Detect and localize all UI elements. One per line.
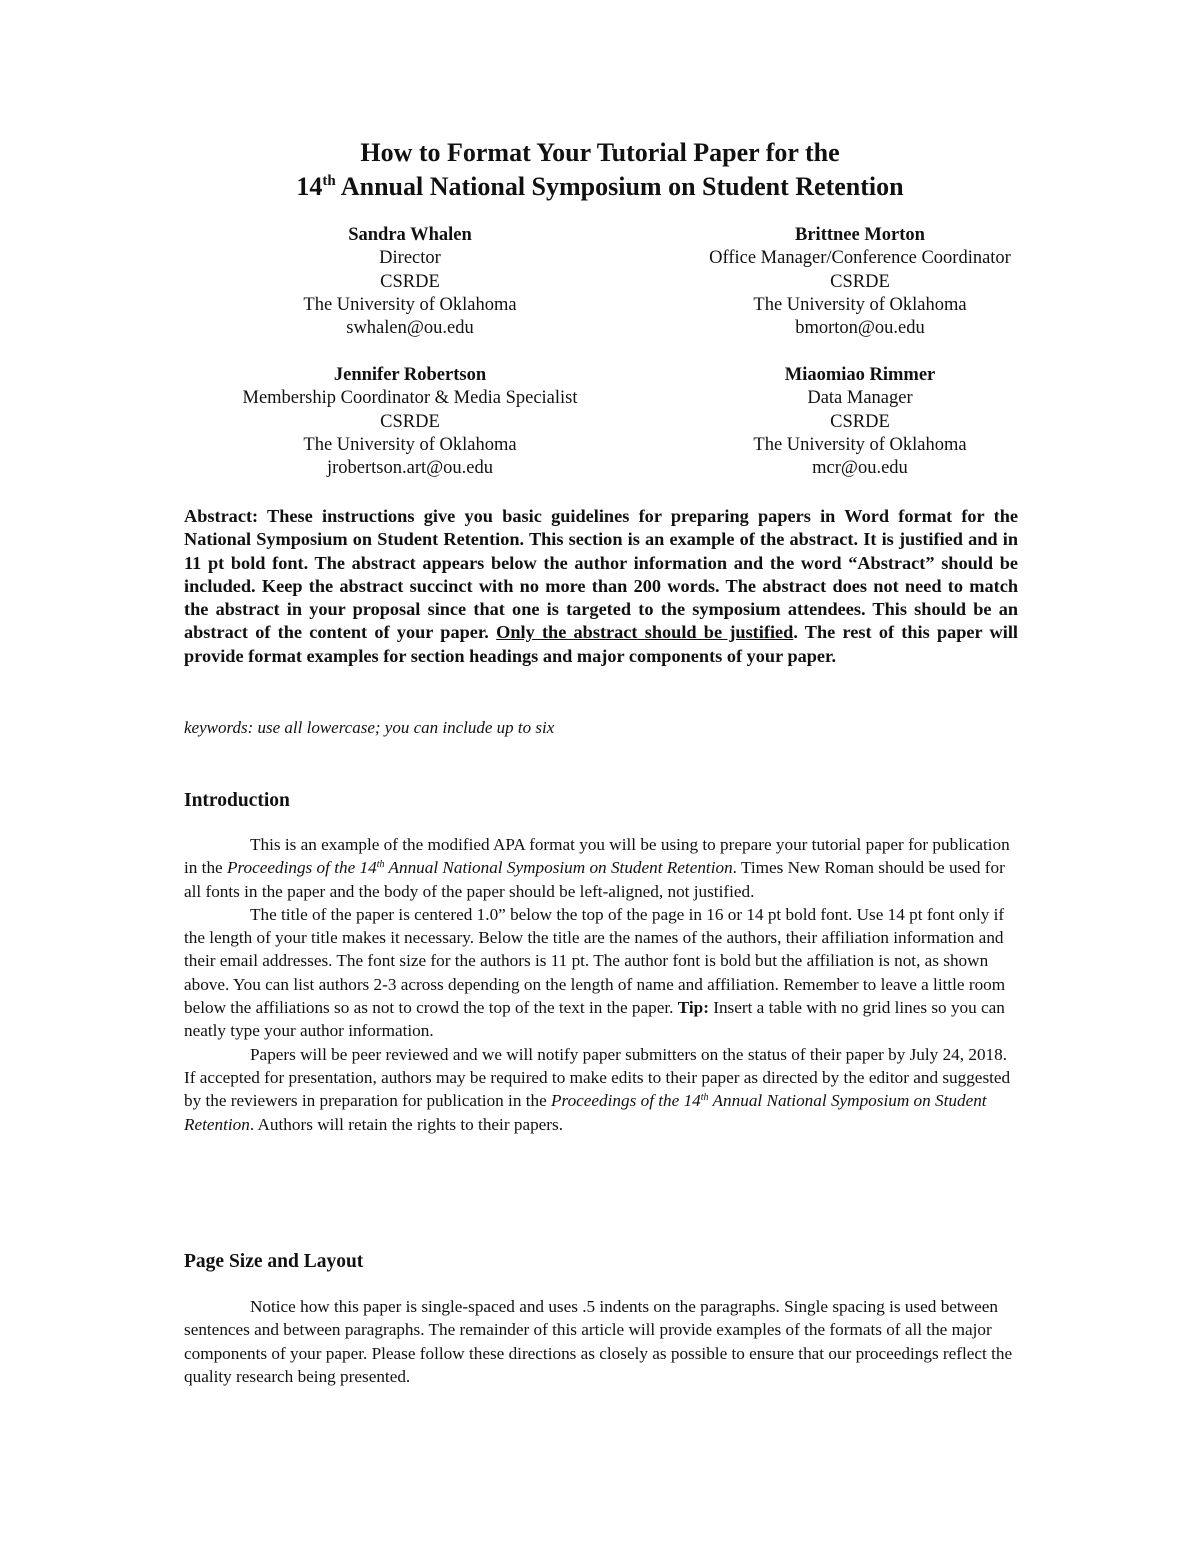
author-university: The University of Oklahoma	[753, 434, 967, 455]
author-name: Miaomiao Rimmer	[784, 365, 936, 385]
paragraph: Notice how this paper is single-spaced and uses .5 indents on the paragraphs. Single spacing is used between sentences and between paragraphs. The remainder of this article will provide examples of the formats of all the major components of your paper. Please follow these directions as closely as possible to ensure that our proceedings reflect the quality research being presented.	[184, 1297, 1013, 1386]
italic-run	[227, 858, 733, 877]
text-run: Papers will be peer reviewed and we will notify paper submitters on the status of their paper by July 24, 2018. If accepted for presentation, authors may be required to make edits to their paper as directed by the editor and suggested by the reviewers in preparation for publication in the	[184, 1044, 1011, 1111]
text-run: Insert a table with no grid lines so you can neatly type your author information.	[184, 998, 1005, 1041]
author-org: CSRDE	[830, 271, 890, 292]
abstract	[184, 505, 1018, 668]
title-line-1: How to Format Your Tutorial Paper for the	[360, 138, 840, 167]
paragraph	[184, 903, 1018, 1043]
author-name: Brittnee Morton	[795, 225, 925, 245]
author-email: jrobertson.art@ou.edu	[326, 458, 494, 479]
text-run: Proceedings of the 14	[226, 858, 377, 878]
introduction-body	[184, 833, 1018, 1136]
paper-title	[0, 136, 1200, 204]
text-run: Proceedings of the 14	[551, 1091, 701, 1111]
superscript: th	[376, 859, 385, 871]
text-run: Annual National Symposium on Student Retention	[184, 1091, 987, 1134]
paragraph	[184, 833, 1018, 903]
title-superscript: th	[322, 173, 336, 189]
text-run: Annual National Symposium on Student Retention	[384, 858, 733, 878]
abstract-text-end: . The rest of this paper will provide format examples for section headings and major components of your paper.	[184, 622, 1018, 666]
text-run: This is an example of the modified APA format you will be using to prepare your tutorial paper for publication in the	[184, 835, 1010, 878]
author-email: swhalen@ou.edu	[346, 318, 474, 339]
abstract-text: Abstract: These instructions give you basic guidelines for preparing papers in Word format for the National Symposium on Student Retention. This section is an example of the abstract. It is justified and in 11 pt bold font. The abstract appears below the author information and the word “Abstract” should be included. Keep the abstract succinct with no more than 200 words. The abstract does not need to match the abstract in your proposal since that one is targeted to the symposium attendees. This should be an abstract of the content of your paper.	[184, 506, 1018, 643]
author-role: Office Manager/Conference Coordinator	[709, 248, 1011, 269]
author-university: The University of Oklahoma	[303, 434, 517, 455]
text-run: . Authors will retain the rights to their papers.	[249, 1114, 564, 1134]
author-role: Membership Coordinator & Media Specialist	[242, 388, 578, 409]
title-line-2	[0, 170, 1200, 204]
keywords: keywords: use all lowercase; you can include up to six	[184, 718, 555, 737]
author-org: CSRDE	[380, 271, 440, 292]
author-org: CSRDE	[830, 411, 890, 432]
paragraph	[184, 1043, 1018, 1136]
superscript: th	[700, 1092, 709, 1104]
tip-label: Tip:	[677, 998, 709, 1018]
author-role: Director	[379, 248, 441, 269]
abstract-underlined-text: Only the abstract should be justified	[496, 622, 794, 643]
author-block-3	[150, 364, 670, 480]
author-email: bmorton@ou.edu	[795, 318, 925, 339]
author-org: CSRDE	[380, 411, 440, 432]
page-layout-body	[184, 1295, 1018, 1388]
author-block-4	[600, 364, 1120, 480]
author-block-1	[150, 224, 670, 340]
title-rest: Annual National Symposium on Student Retention	[335, 172, 904, 201]
section-heading-page-layout: Page Size and Layout	[184, 1251, 364, 1272]
author-university: The University of Oklahoma	[303, 294, 517, 315]
section-heading-introduction: Introduction	[184, 790, 290, 811]
author-role: Data Manager	[807, 388, 913, 409]
author-block-2	[600, 224, 1120, 340]
author-name: Jennifer Robertson	[333, 365, 487, 385]
text-run: The title of the paper is centered 1.0” below the top of the page in 16 or 14 pt bold font. Use 14 pt font only if the length of your title makes it necessary. Below the title are the names of the authors, their affiliation information and their email addresses. The font size for the authors is 11 pt. The author font is bold but the affiliation is not, as shown above. You can list authors 2-3 across depending on the length of name and affiliation. Remember to leave a little room below the affiliations so as not to crowd the top of the text in the paper.	[184, 904, 1006, 1018]
author-email: mcr@ou.edu	[812, 458, 908, 479]
author-university: The University of Oklahoma	[753, 294, 967, 315]
title-number: 14	[296, 172, 323, 201]
text-run: . Times New Roman should be used for all fonts in the paper and the body of the paper should be left-aligned, not justified.	[184, 858, 1005, 901]
author-name: Sandra Whalen	[348, 225, 472, 245]
